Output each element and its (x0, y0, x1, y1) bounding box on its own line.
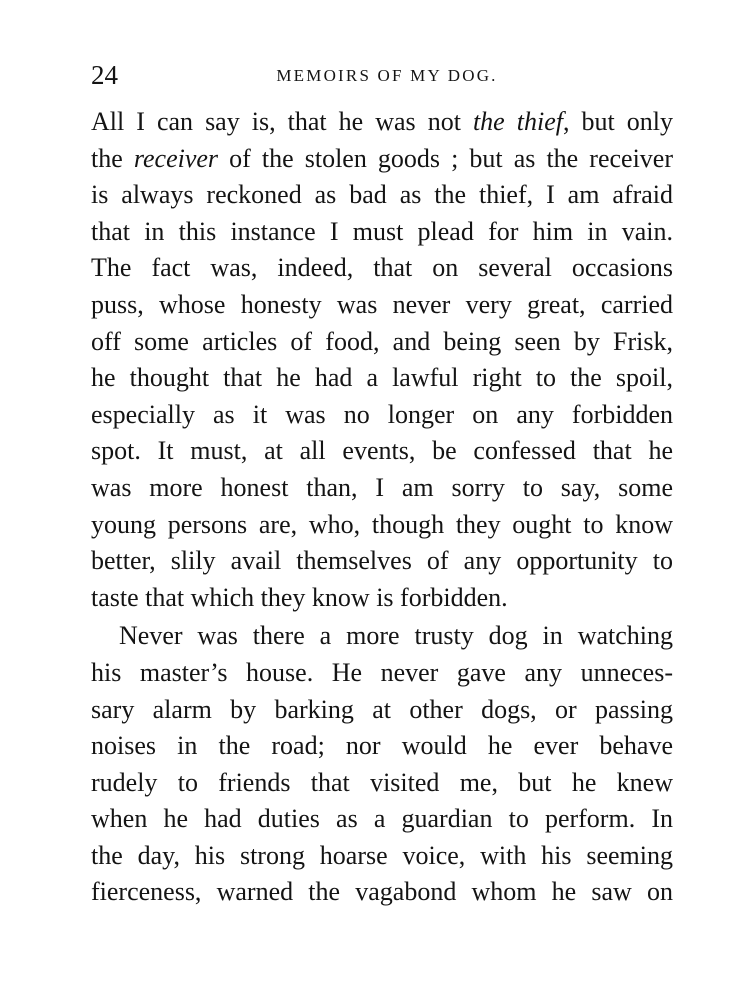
text-segment: puss, whose honesty was never very great, carried (91, 289, 673, 319)
text-segment: sary alarm by barking at other dogs, or passing (91, 694, 673, 724)
text-line (91, 324, 673, 361)
text-segment: , but only (562, 107, 673, 136)
italic-text: receiver (133, 143, 219, 173)
text-segment: is always reckoned as bad as the thief, I am afraid (91, 180, 673, 210)
text-segment: fierceness, warned the vagabond whom he saw on (91, 877, 673, 907)
text-segment: that in this instance I must plead for him in vain. (91, 216, 673, 246)
text-segment: Never was there a more trusty dog in watching (119, 621, 673, 651)
text-segment: better, slily avail themselves of any opportunity to (91, 546, 673, 576)
running-title: MEMOIRS OF MY DOG. (276, 66, 498, 85)
text-line (91, 801, 673, 838)
text-line (91, 874, 673, 911)
text-segment: spot. It must, at all events, be confessed that he (91, 436, 673, 466)
text-segment: he thought that he had a lawful right to the spoil, (91, 363, 673, 393)
text-line (91, 543, 673, 580)
text-line (91, 287, 673, 324)
text-line (91, 141, 673, 178)
page-number: 24 (91, 60, 118, 90)
text-segment: young persons are, who, though they ought to know (91, 509, 673, 539)
text-segment: All I can say is, that he was not (91, 107, 473, 136)
text-line (91, 838, 673, 875)
paragraph (91, 618, 673, 911)
text-line (91, 360, 673, 397)
text-segment: when he had duties as a guardian to perform. In (91, 804, 673, 834)
text-line (91, 470, 673, 507)
text-line (91, 765, 673, 802)
text-line (91, 728, 673, 765)
italic-text: the thief (472, 107, 563, 136)
text-segment: of the stolen goods ; but as the receiver (218, 143, 674, 173)
text-line (91, 507, 673, 544)
text-line (91, 692, 673, 729)
text-line (91, 397, 673, 434)
text-segment: off some articles of food, and being seen by Frisk, (91, 326, 673, 356)
text-segment: his master’s house. He never gave any unneces- (91, 657, 673, 687)
text-segment: noises in the road; nor would he ever behave (91, 731, 673, 761)
paragraph (91, 104, 673, 616)
page-header (91, 58, 673, 94)
text-line (91, 433, 673, 470)
text-line (91, 177, 673, 214)
text-segment: rudely to friends that visited me, but he knew (91, 767, 673, 797)
text-line (91, 104, 673, 141)
body-text (91, 104, 673, 911)
text-segment: The fact was, indeed, that on several occasions (91, 253, 673, 283)
text-line (91, 580, 673, 617)
text-line (91, 655, 673, 692)
text-segment: especially as it was no longer on any forbidden (91, 399, 673, 429)
text-segment: the day, his strong hoarse voice, with his seeming (91, 840, 673, 870)
text-segment: the (91, 143, 134, 173)
text-segment: taste that which they know is forbidden. (91, 582, 508, 612)
text-line (91, 618, 673, 655)
text-line (91, 250, 673, 287)
text-line (91, 214, 673, 251)
text-segment: was more honest than, I am sorry to say, some (91, 472, 673, 502)
